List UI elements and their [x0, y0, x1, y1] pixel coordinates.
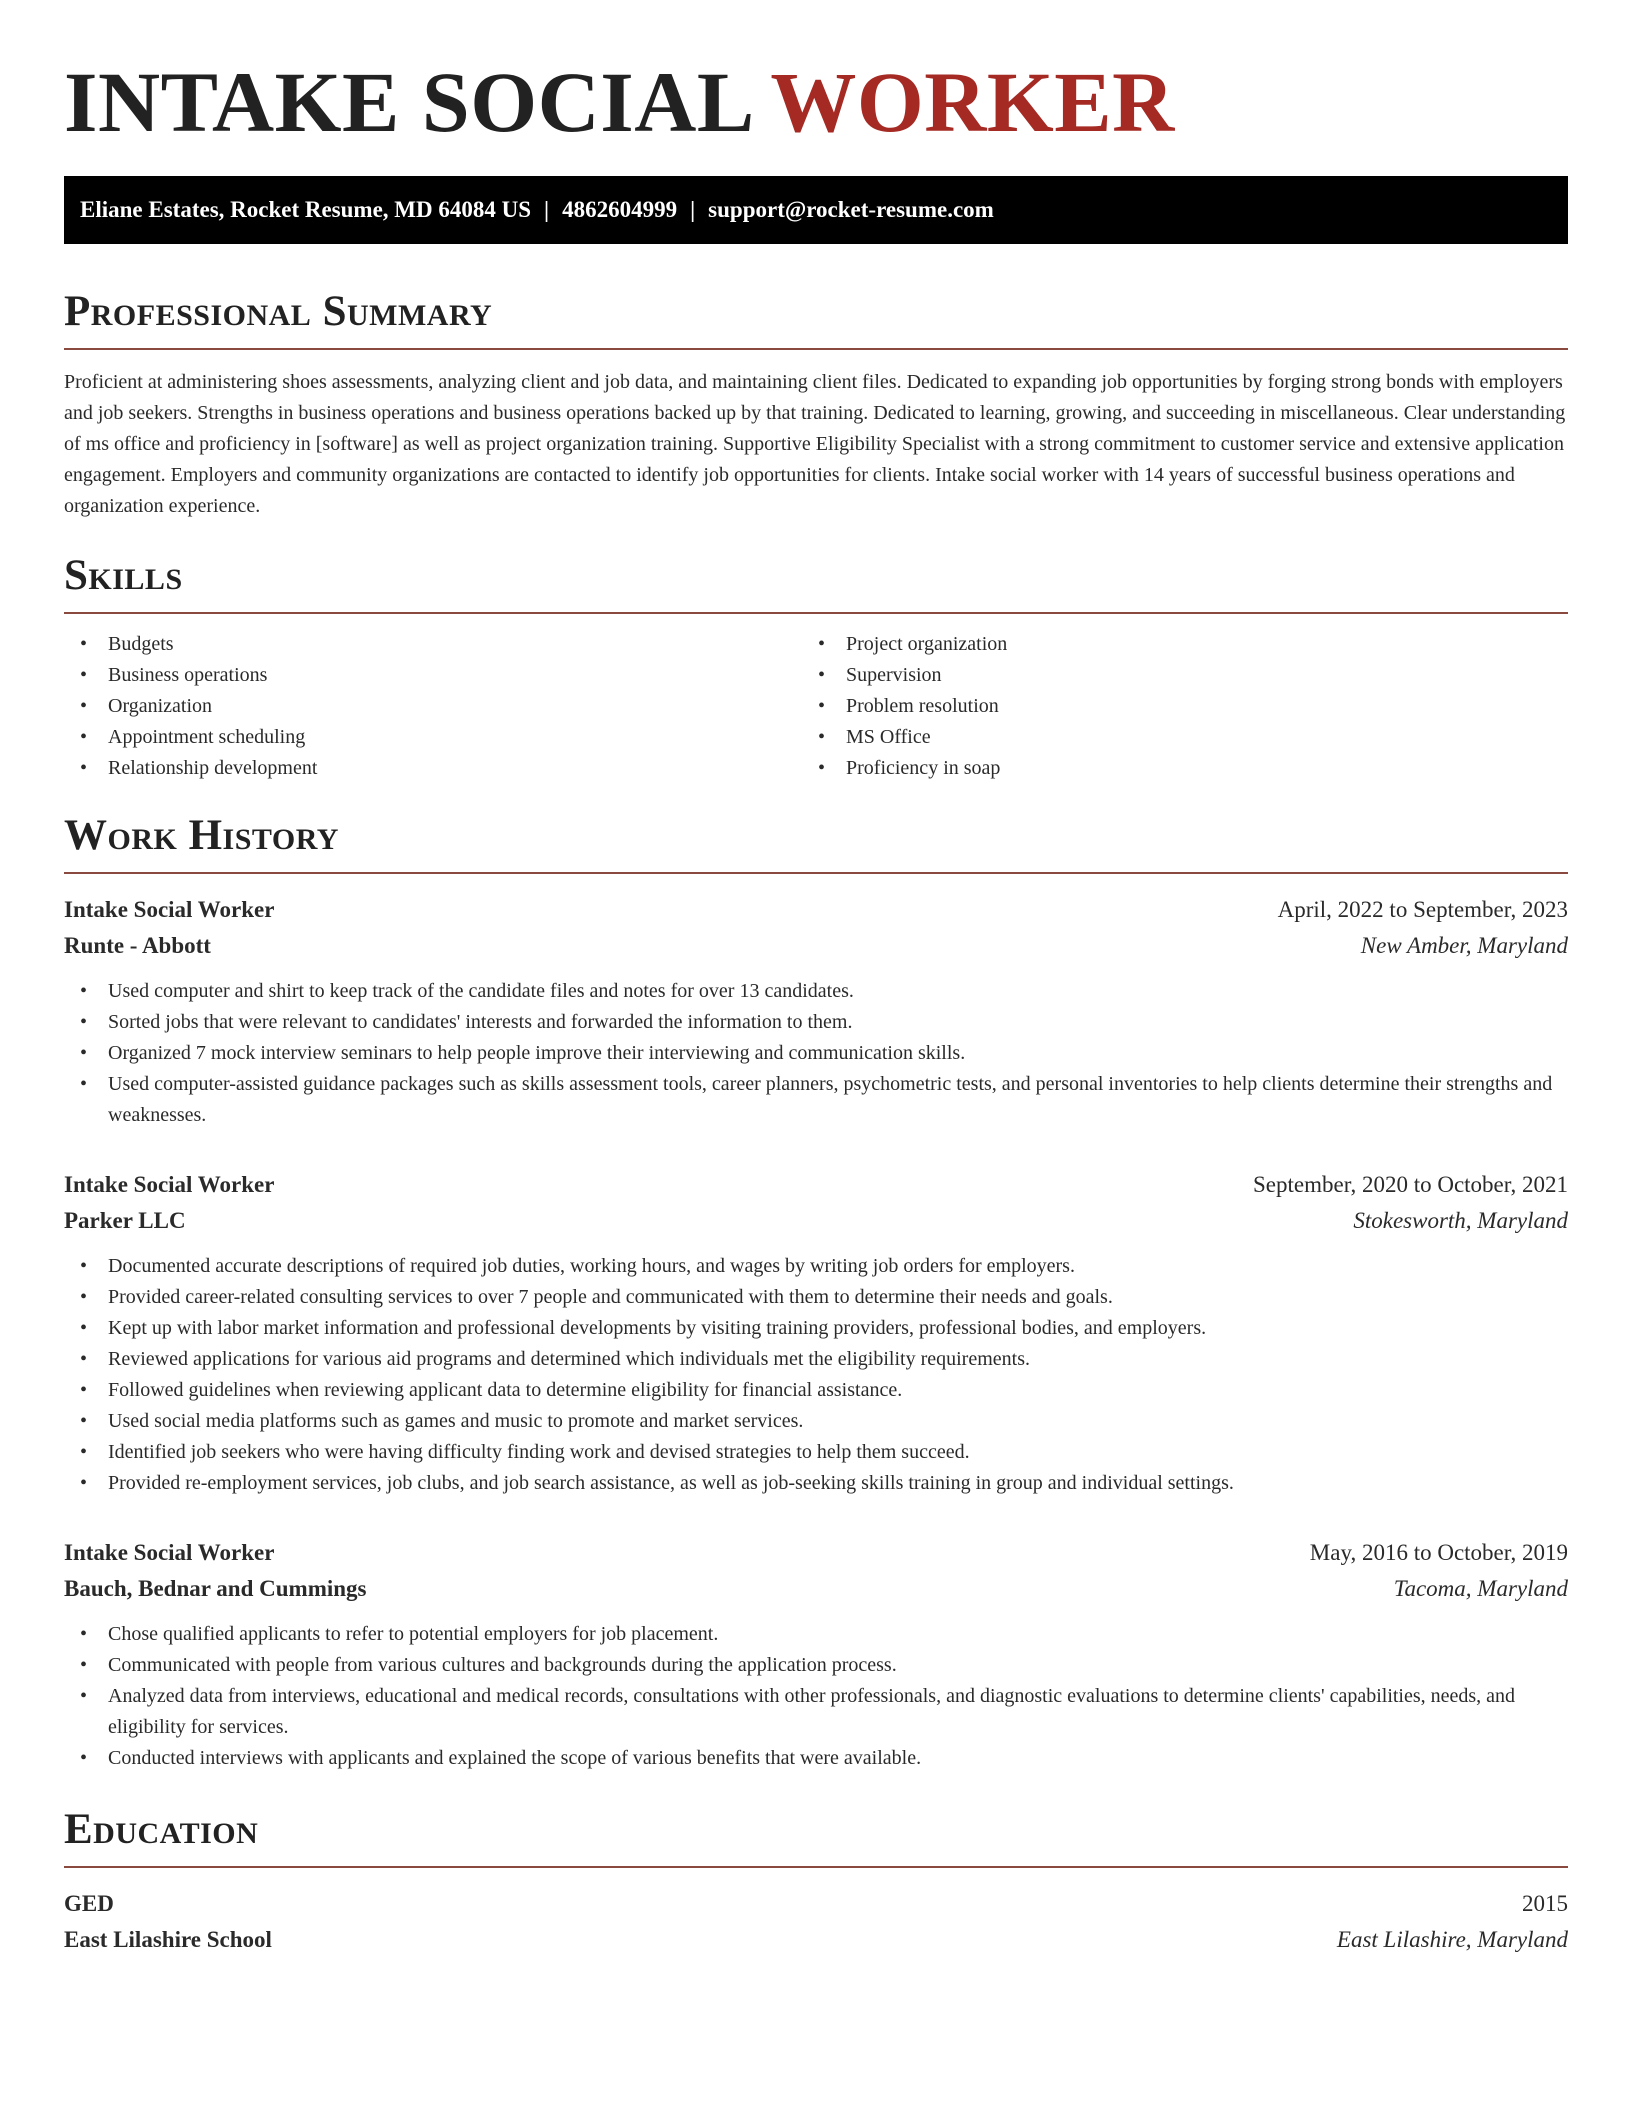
contact-email: support@rocket-resume.com — [708, 197, 994, 222]
skill-item: • Appointment scheduling — [64, 722, 816, 753]
job-bullet: • Analyzed data from interviews, educational and medical records, consultations with other professionals, and diagnostic evaluations to determine clients' capabilities, needs, and eligibility for services. — [64, 1681, 1568, 1743]
job-company-row — [64, 1571, 1568, 1607]
section-title-education: Education — [64, 1806, 259, 1853]
job-bullet: • Documented accurate descriptions of required job duties, working hours, and wages by writing job orders for employers. — [64, 1251, 1568, 1282]
job-bullet: • Reviewed applications for various aid programs and determined which individuals met the eligibility requirements. — [64, 1344, 1568, 1375]
education-degree: GED — [64, 1891, 114, 1916]
section-title-summary: Professional Summary — [64, 288, 493, 335]
skill-item: • MS Office — [816, 722, 1568, 753]
skill-item: • Proficiency in soap — [816, 753, 1568, 784]
job-bullet: • Used social media platforms such as games and music to promote and market services. — [64, 1406, 1568, 1437]
job-header-row — [64, 1167, 1568, 1203]
job-bullet: • Communicated with people from various cultures and backgrounds during the application process. — [64, 1650, 1568, 1681]
job-bullet: • Chose qualified applicants to refer to potential employers for job placement. — [64, 1619, 1568, 1650]
skill-item: • Supervision — [816, 660, 1568, 691]
job-bullet: • Used computer-assisted guidance packages such as skills assessment tools, career planners, psychometric tests, and personal inventories to help clients determine their strengths and weaknesses. — [64, 1069, 1568, 1131]
job-bullets — [64, 976, 1568, 1131]
contact-address: Eliane Estates, Rocket Resume, MD 64084 US — [80, 197, 532, 222]
job-bullet: • Sorted jobs that were relevant to candidates' interests and forwarded the information to them. — [64, 1007, 1568, 1038]
contact-separator: | — [544, 197, 550, 222]
skill-item: • Organization — [64, 691, 816, 722]
job-bullet: • Used computer and shirt to keep track of the candidate files and notes for over 13 candidates. — [64, 976, 1568, 1007]
name-last: WORKER — [770, 54, 1175, 150]
resume-name — [64, 52, 1568, 152]
contact-separator: | — [690, 197, 696, 222]
name-first: INTAKE SOCIAL — [64, 54, 750, 150]
contact-phone: 4862604999 — [562, 197, 678, 222]
job-location: Stokesworth, Maryland — [1353, 1208, 1568, 1233]
job-header-row — [64, 892, 1568, 928]
job-company: Bauch, Bednar and Cummings — [64, 1576, 367, 1601]
education-school-row — [64, 1922, 1568, 1958]
skill-item: • Budgets — [64, 629, 816, 660]
job-bullet: • Followed guidelines when reviewing applicant data to determine eligibility for financial assistance. — [64, 1375, 1568, 1406]
job-company: Runte - Abbott — [64, 933, 211, 958]
job-entry — [64, 1535, 1568, 1774]
job-bullets — [64, 1619, 1568, 1774]
job-location: New Amber, Maryland — [1360, 933, 1568, 958]
job-dates: September, 2020 to October, 2021 — [1253, 1172, 1568, 1197]
job-bullet: • Kept up with labor market information and professional developments by visiting training providers, professional bodies, and employers. — [64, 1313, 1568, 1344]
job-company-row — [64, 928, 1568, 964]
job-position: Intake Social Worker — [64, 1172, 275, 1197]
job-company: Parker LLC — [64, 1208, 186, 1233]
education-entry — [64, 1886, 1568, 1958]
job-bullet: • Organized 7 mock interview seminars to help people improve their interviewing and communication skills. — [64, 1038, 1568, 1069]
job-company-row — [64, 1203, 1568, 1239]
job-position: Intake Social Worker — [64, 1540, 275, 1565]
section-divider — [64, 348, 1568, 350]
job-bullets — [64, 1251, 1568, 1499]
skills-grid — [64, 629, 1568, 784]
education-header-row — [64, 1886, 1568, 1922]
job-entry — [64, 892, 1568, 1131]
section-title-skills: Skills — [64, 552, 183, 599]
education-year: 2015 — [1522, 1891, 1568, 1916]
section-divider — [64, 872, 1568, 874]
job-dates: April, 2022 to September, 2023 — [1277, 897, 1568, 922]
job-location: Tacoma, Maryland — [1393, 1576, 1568, 1601]
section-divider — [64, 1866, 1568, 1868]
skills-list-left — [64, 629, 816, 784]
summary-text: Proficient at administering shoes assessments, analyzing client and job data, and maintaining client files. Dedicated to expanding job opportunities by forging strong bonds with employers and job seekers. Strengths in business operations and business operations backed up by that training. Dedicated to learning, growing, and succeeding in miscellaneous. Clear understanding of ms office and proficiency in [software] as well as project organization training. Supportive Eligibility Specialist with a strong commitment to customer service and extensive application engagement. Employers and community organizations are contacted to identify job opportunities for clients. Intake social worker with 14 years of successful business operations and organization experience. — [64, 371, 1566, 517]
skill-item: • Problem resolution — [816, 691, 1568, 722]
section-divider — [64, 612, 1568, 614]
job-bullet: • Identified job seekers who were having difficulty finding work and devised strategies to help them succeed. — [64, 1437, 1568, 1468]
education-school: East Lilashire School — [64, 1927, 272, 1952]
job-bullet: • Provided re-employment services, job clubs, and job search assistance, as well as job-seeking skills training in group and individual settings. — [64, 1468, 1568, 1499]
contact-bar — [64, 176, 1568, 244]
section-title-work-history: Work History — [64, 812, 339, 859]
job-dates: May, 2016 to October, 2019 — [1309, 1540, 1568, 1565]
skill-item: • Relationship development — [64, 753, 816, 784]
job-position: Intake Social Worker — [64, 897, 275, 922]
job-bullet: • Provided career-related consulting services to over 7 people and communicated with them to determine their needs and goals. — [64, 1282, 1568, 1313]
skill-item: • Project organization — [816, 629, 1568, 660]
job-bullet: • Conducted interviews with applicants and explained the scope of various benefits that were available. — [64, 1743, 1568, 1774]
job-header-row — [64, 1535, 1568, 1571]
skill-item: • Business operations — [64, 660, 816, 691]
job-entry — [64, 1167, 1568, 1499]
skills-list-right — [816, 629, 1568, 784]
education-location: East Lilashire, Maryland — [1336, 1927, 1568, 1952]
